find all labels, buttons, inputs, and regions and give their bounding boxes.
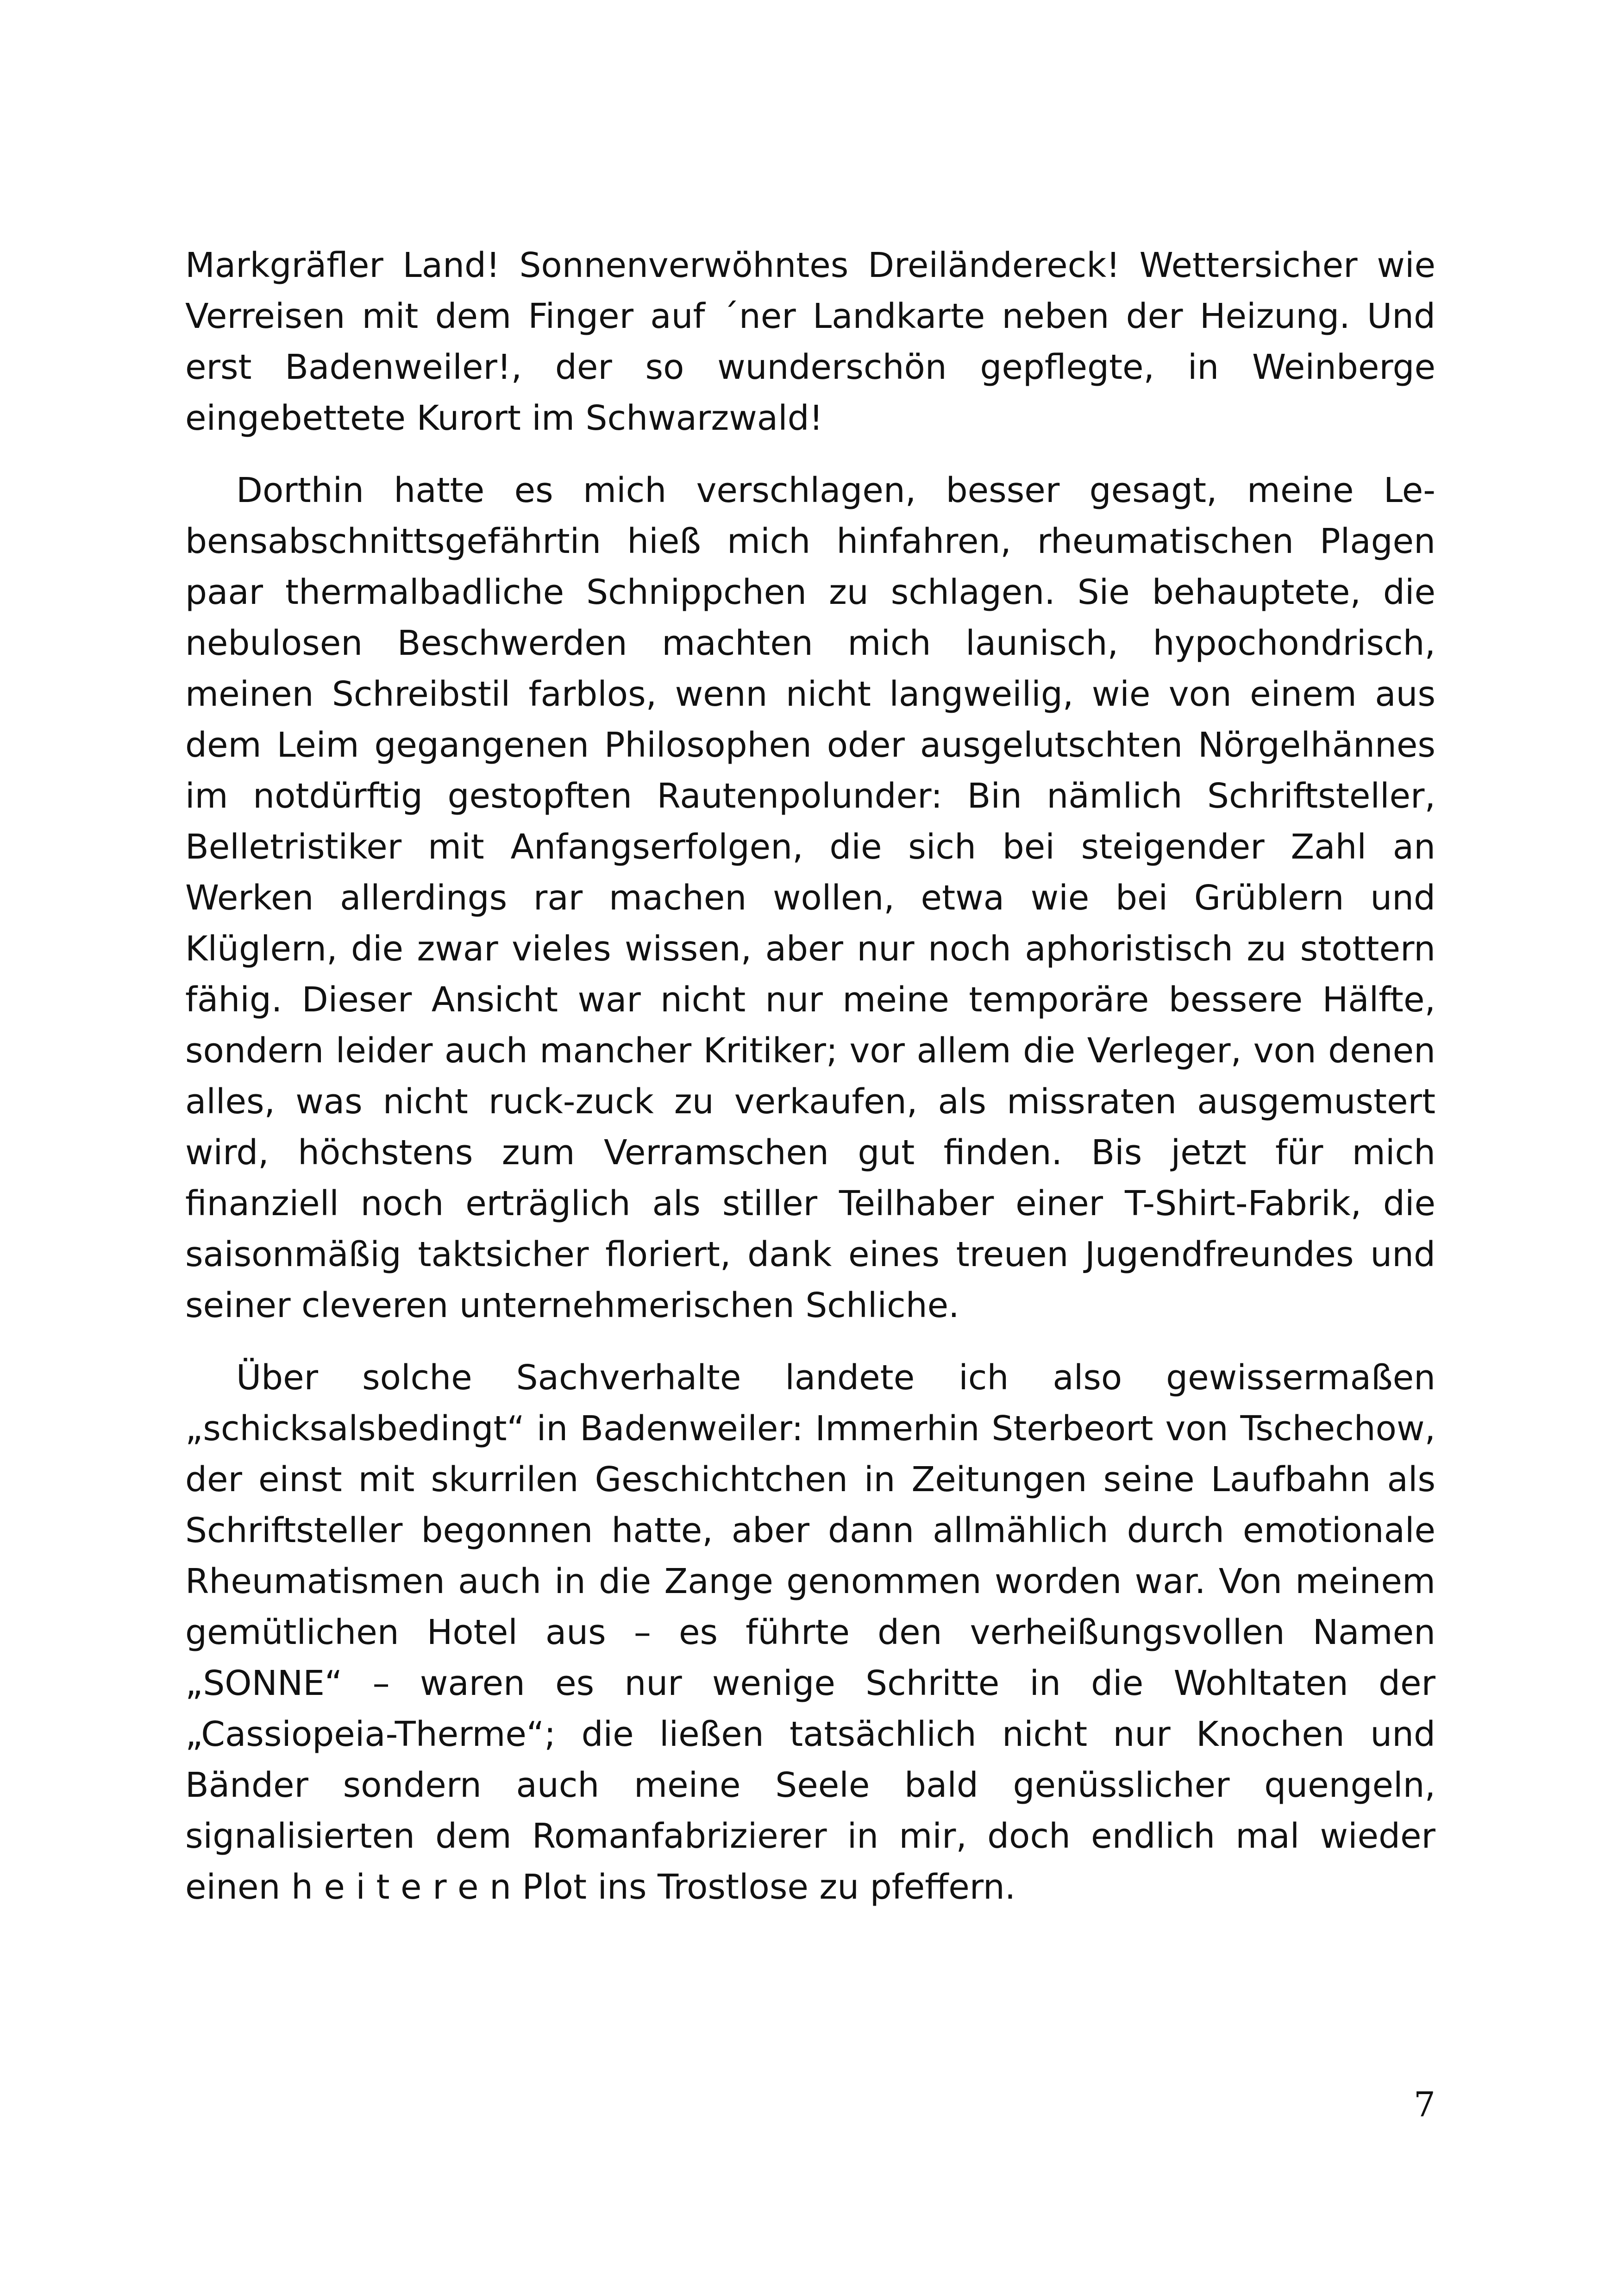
- paragraph-3: Über solche Sachverhalte landete ich also gewissermaßen „schicksalsbedingt“ in Badenweiler: Immerhin Sterbeort von Tschechow, der einst mit skurrilen Geschichtchen in Zeitungen seine Laufbahn als Schriftsteller begonnen hatte, aber dann allmählich durch emotionale Rheumatismen auch in die Zange genommen worden war. Von meinem gemütlichen Hotel aus – es führte den verheißungsvollen Namen „SONNE“ – waren es nur wenige Schritte in die Wohltaten der „Cassiopeia-Therme“; die ließen tatsächlich nicht nur Knochen und Bänder sondern auch meine Seele bald genüsslicher quengeln, signalisierten dem Romanfabrizierer in mir, doch endlich mal wieder einen h e i t e r e n Plot ins Trostlose zu pfeffern.: [185, 1358, 1435, 1907]
- body-text: [185, 240, 1435, 1913]
- page-number: 7: [1413, 2085, 1435, 2125]
- paragraph-1: Markgräfler Land! Sonnenverwöhntes Dreiländereck! Wettersicher wie Verreisen mit dem Finger auf ´ner Landkarte neben der Heizung. Und erst Badenweiler!, der so wunderschön gepflegte, in Weinberge eingebettete Kurort im Schwarzwald!: [185, 245, 1435, 438]
- paragraph-2: Dorthin hatte es mich verschlagen, besser gesagt, meine Lebensabschnittsgefährtin hieß mich hinfahren, rheumatischen Plagen paar thermalbadliche Schnippchen zu schlagen. Sie behauptete, die nebulosen Beschwerden machten mich launisch, hypochondrisch, meinen Schreibstil farblos, wenn nicht langweilig, wie von einem aus dem Leim gegangenen Philosophen oder ausgelutschten Nörgelhännes im notdürftig gestopften Rautenpolunder: Bin nämlich Schriftsteller, Belletristiker mit Anfangserfolgen, die sich bei steigender Zahl an Werken allerdings rar machen wollen, etwa wie bei Grüblern und Klüglern, die zwar vieles wissen, aber nur noch aphoristisch zu stottern fähig. Dieser Ansicht war nicht nur meine temporäre bessere Hälfte, sondern leider auch mancher Kritiker; vor allem die Verleger, von denen alles, was nicht ruck-zuck zu verkaufen, als missraten ausgemustert wird, höchstens zum Verramschen gut finden. Bis jetzt für mich finanziell noch erträglich als stiller Teilhaber einer T-Shirt-Fabrik, die saisonmäßig taktsicher floriert, dank eines treuen Jugendfreundes und seiner cleveren unternehmerischen Schliche.: [185, 470, 1435, 1325]
